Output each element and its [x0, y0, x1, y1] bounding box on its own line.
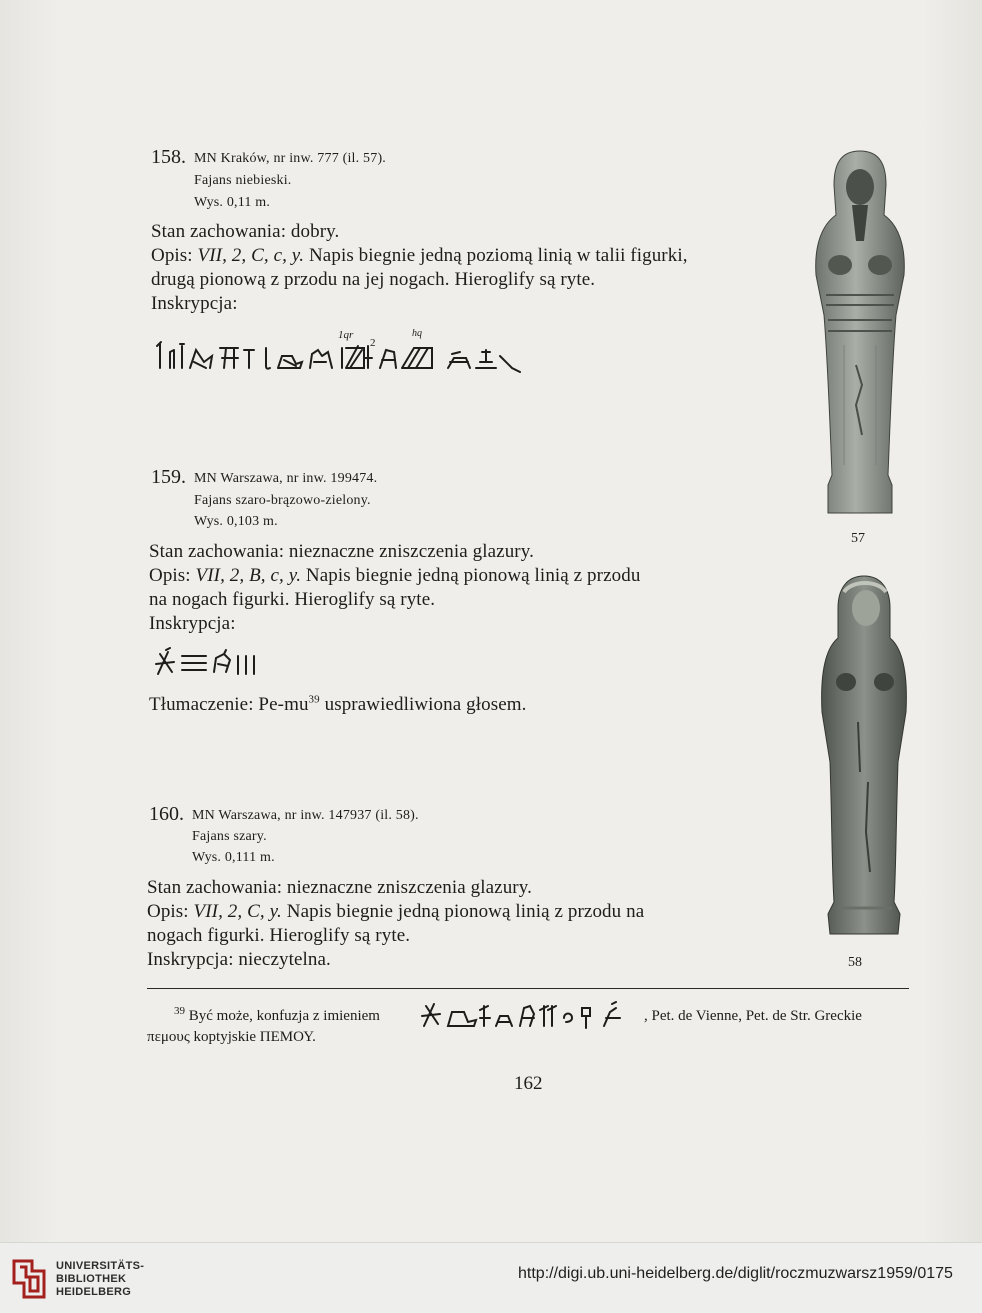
figure-58-caption: 58	[848, 955, 862, 970]
entry-160-height: Wys. 0,111 m.	[192, 850, 275, 865]
figure-57-caption: 57	[851, 531, 865, 546]
entry-159-material: Fajans szaro-brązowo-zielony.	[194, 493, 371, 508]
footnote-ref-39: 39	[308, 693, 320, 706]
entry-number-158: 158.	[151, 146, 186, 168]
footnote-separator	[147, 988, 909, 989]
desc-prefix: Opis:	[147, 901, 194, 922]
entry-number-160: 160.	[149, 803, 184, 825]
entry-159-translation	[149, 693, 526, 718]
desc-rest: Napis biegnie jedną pionową linią z przodu	[301, 565, 641, 586]
logo-line-1: UNIVERSITÄTS-	[56, 1260, 145, 1272]
inscription-mark-2: 2	[370, 337, 376, 349]
library-logo-text	[56, 1260, 144, 1299]
hieroglyph-inscription-159	[154, 646, 274, 678]
desc-prefix: Opis:	[149, 565, 196, 586]
translation-rest: usprawiedliwiona głosem.	[319, 694, 527, 715]
entry-159-location: MN Warszawa, nr inw. 199474.	[194, 471, 378, 486]
entry-159-condition: Stan zachowania: nieznaczne zniszczenia glazury.	[149, 541, 534, 562]
permalink-url[interactable]: http://digi.ub.uni-heidelberg.de/diglit/roczmuzwarsz1959/0175	[518, 1265, 953, 1282]
page-number: 162	[514, 1073, 543, 1094]
footnote-39	[174, 1005, 380, 1027]
entry-159-inscription-label: Inskrypcja:	[149, 613, 236, 634]
footnote-hieroglyphs	[420, 998, 642, 1032]
entry-158-description-line2: drugą pionową z przodu na jej nogach. Hieroglify są ryte.	[151, 269, 596, 290]
library-logo-icon	[10, 1257, 48, 1301]
inscription-mark-1: 1qr	[338, 329, 354, 341]
logo-line-2: BIBLIOTHEK	[56, 1273, 127, 1285]
entry-160-condition: Stan zachowania: nieznaczne zniszczenia glazury.	[147, 877, 532, 898]
entry-158-inscription-label: Inskrypcja:	[151, 293, 238, 314]
logo-line-3: HEIDELBERG	[56, 1286, 132, 1298]
entry-159-height: Wys. 0,103 m.	[194, 514, 278, 529]
entry-158-material: Fajans niebieski.	[194, 173, 292, 188]
desc-code: VII, 2, C, y.	[193, 901, 282, 922]
desc-code: VII, 2, B, c, y.	[195, 565, 302, 586]
entry-160-material: Fajans szary.	[192, 829, 267, 844]
inscription-mark-3: hq	[412, 328, 422, 339]
entry-158-condition: Stan zachowania: dobry.	[151, 221, 340, 242]
hieroglyph-inscription-158	[150, 322, 530, 378]
desc-prefix: Opis:	[151, 245, 198, 266]
entry-158-description	[151, 244, 688, 269]
footnote-text-before: Być może, konfuzja z imieniem	[185, 1008, 380, 1024]
entry-159-description-line2: na nogach figurki. Hieroglify są ryte.	[149, 589, 436, 610]
entry-159-description	[149, 564, 640, 589]
entry-160-inscription: Inskrypcja: nieczytelna.	[147, 949, 331, 970]
footnote-line2: πεμους koptyjskie ΠΕΜΟΥ.	[147, 1029, 316, 1045]
entry-160-location: MN Warszawa, nr inw. 147937 (il. 58).	[192, 808, 419, 823]
viewer-footer	[0, 1242, 982, 1313]
entry-158-height: Wys. 0,11 m.	[194, 195, 271, 210]
desc-rest: Napis biegnie jedną pionową linią z przodu na	[281, 901, 645, 922]
desc-code: VII, 2, C, c, y.	[197, 245, 305, 266]
entry-160-description-line2: nogach figurki. Hieroglify są ryte.	[147, 925, 411, 946]
entry-number-159: 159.	[151, 466, 186, 488]
figure-57-ushabti-photo	[800, 145, 920, 525]
translation-prefix: Tłumaczenie: Pe-mu	[149, 694, 309, 715]
footnote-number: 39	[174, 1005, 185, 1017]
desc-rest: Napis biegnie jedną poziomą linią w talii figurki,	[304, 245, 688, 266]
footnote-text-after: , Pet. de Vienne, Pet. de Str. Greckie	[644, 1008, 862, 1024]
entry-158-location: MN Kraków, nr inw. 777 (il. 57).	[194, 151, 387, 166]
entry-160-description	[147, 900, 644, 925]
figure-58-ushabti-photo	[808, 572, 920, 942]
